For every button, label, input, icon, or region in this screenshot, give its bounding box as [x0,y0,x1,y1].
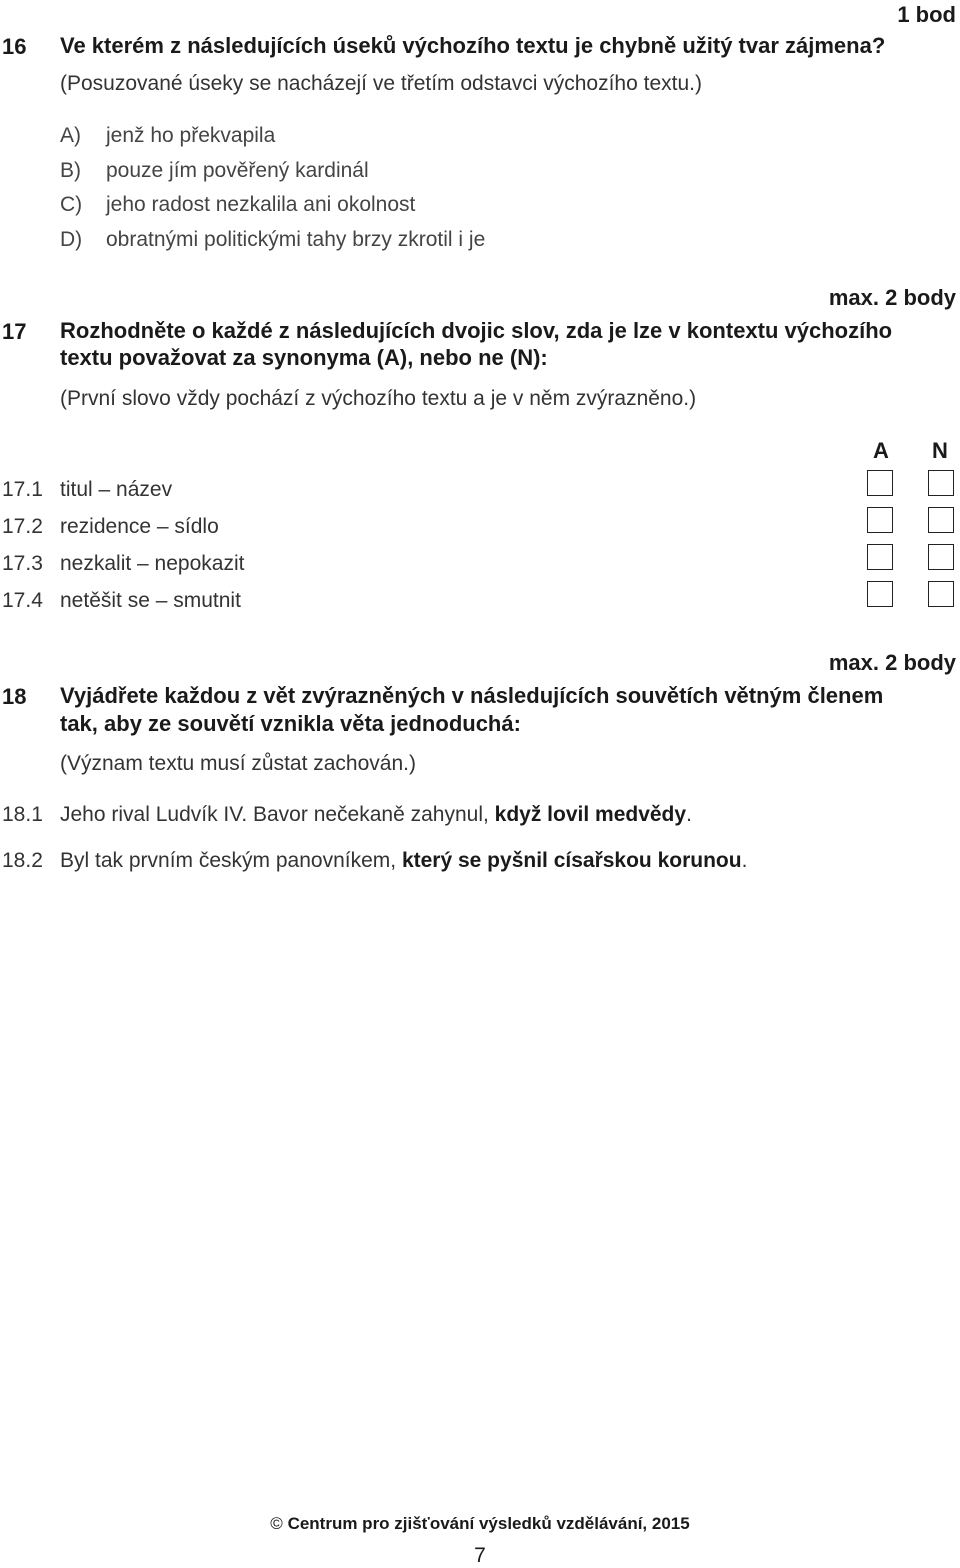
q16-question: Ve kterém z následujících úseků výchozího textu je chybně užitý tvar zájmena? [60,33,886,58]
q18-number: 18 [2,684,27,709]
q18-note: (Význam textu musí zůstat zachován.) [60,752,416,775]
sentence-plain: Jeho rival Ludvík IV. Bavor nečekaně zahynul, [60,803,495,826]
option-letter: B) [60,159,81,182]
option-text: jeho radost nezkalila ani okolnost [106,193,416,216]
checkbox-a[interactable] [867,544,893,570]
column-header-n: N [932,438,948,463]
sentence-end: . [741,849,748,872]
sentence-end: . [686,803,692,826]
item-number: 18.1 [2,803,43,826]
checkbox-n[interactable] [928,581,954,607]
item-number: 17.3 [2,552,43,575]
q17-number: 17 [2,319,27,344]
column-header-a: A [873,438,889,463]
q18-question-line1: Vyjádřete každou z vět zvýrazněných v následujících souvětích větným členem [60,683,884,708]
item-number: 18.2 [2,849,43,872]
sentence [60,849,747,873]
page-number: 7 [474,1544,486,1567]
sentence [60,803,692,827]
footer-organization: Centrum pro zjišťování výsledků vzdělávání, 2015 [287,1514,690,1533]
checkbox-n[interactable] [928,507,954,533]
q16-points: 1 bod [897,2,956,27]
word-pair: rezidence – sídlo [60,515,219,538]
q16-number: 16 [2,34,27,59]
word-pair: titul – název [60,478,173,501]
option-text: pouze jím pověřený kardinál [106,159,369,182]
checkbox-a[interactable] [867,507,893,533]
option-text: jenž ho překvapila [106,124,276,147]
copyright-icon: © [270,1514,283,1533]
option-text: obratnými politickými tahy brzy zkrotil i je [106,228,486,251]
item-number: 17.2 [2,515,43,538]
q18-points: max. 2 body [828,650,956,675]
word-pair: netěšit se – smutnit [60,589,241,612]
checkbox-a[interactable] [867,470,893,496]
sentence-highlighted-clause: když lovil medvědy [494,803,687,826]
item-number: 17.4 [2,589,43,612]
option-letter: C) [60,193,83,216]
sentence-highlighted-clause: který se pyšnil císařskou korunou [401,849,742,872]
q17-points: max. 2 body [828,285,956,310]
q17-note: (První slovo vždy pochází z výchozího textu a je v něm zvýrazněno.) [60,387,697,410]
checkbox-n[interactable] [928,470,954,496]
item-number: 17.1 [2,478,43,501]
option-letter: D) [60,228,83,251]
word-pair: nezkalit – nepokazit [60,552,245,575]
q16-note: (Posuzované úseky se nacházejí ve třetím odstavci výchozího textu.) [60,72,702,95]
checkbox-a[interactable] [867,581,893,607]
checkbox-n[interactable] [928,544,954,570]
q17-question-line1: Rozhodněte o každé z následujících dvojic slov, zda je lze v kontextu výchozího [60,318,893,343]
footer-copyright [0,1514,960,1534]
option-letter: A) [60,124,81,147]
q18-question-line2: tak, aby ze souvětí vznikla věta jednoduchá: [60,711,521,736]
sentence-plain: Byl tak prvním českým panovníkem, [60,849,402,872]
q17-question-line2: textu považovat za synonyma (A), nebo ne (N): [60,345,548,370]
